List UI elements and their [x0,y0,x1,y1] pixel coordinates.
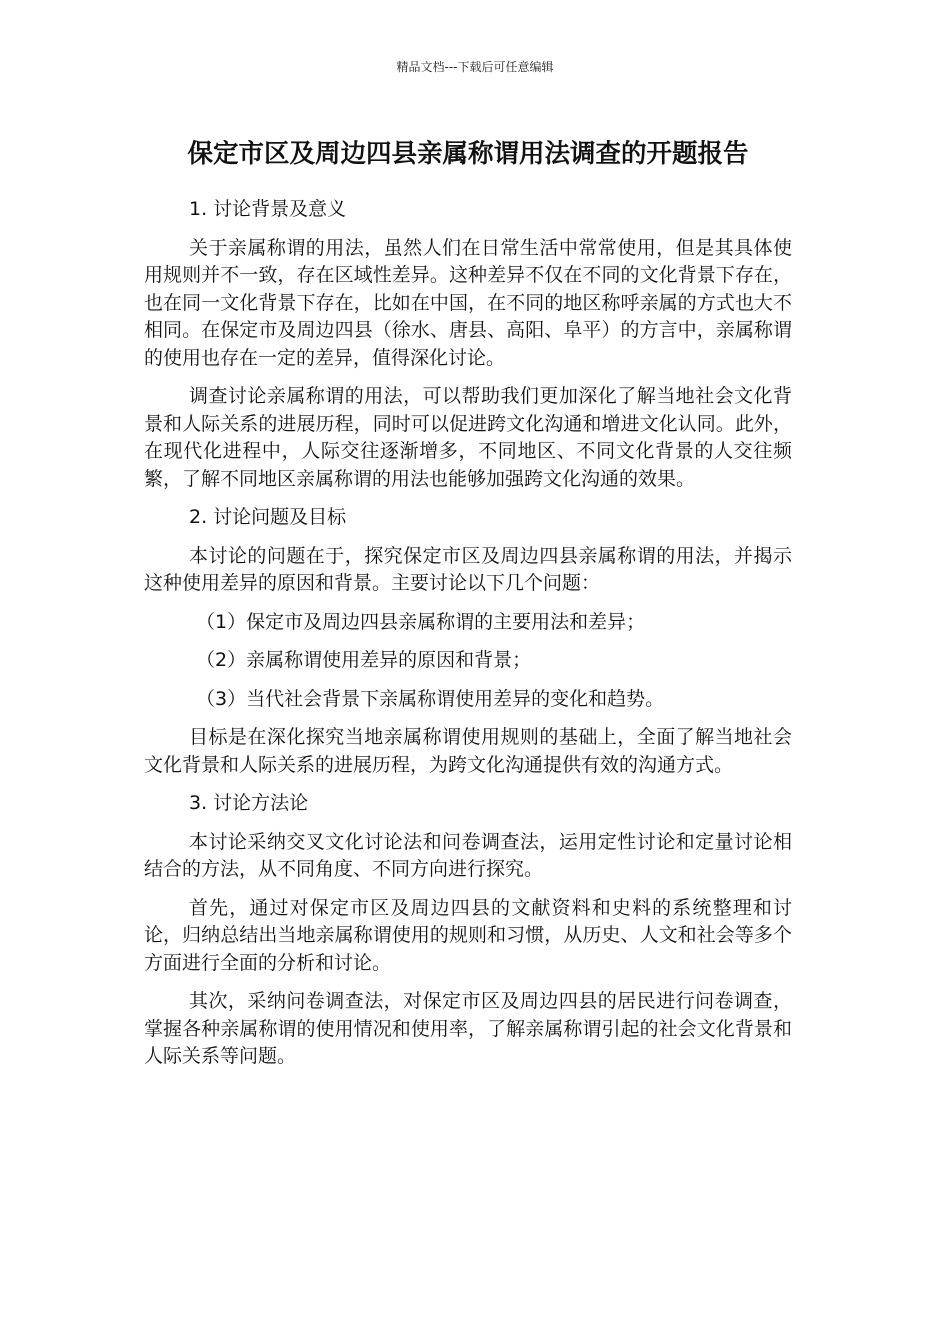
section-heading: 1. 讨论背景及意义 [189,198,347,220]
paragraph: 首先，通过对保定市区及周边四县的文献资料和史料的系统整理和讨论，归纳总结出当地亲属称谓使用的规则和习惯，从历史、人文和社会等多个方面进行全面的分析和讨论。 [144,896,792,974]
page-header: 精品文档---下载后可任意编辑 [396,60,554,74]
section-heading: 2. 讨论问题及目标 [189,506,347,528]
document-body [144,136,792,1071]
paragraph: 关于亲属称谓的用法，虽然人们在日常生活中常常使用，但是其具体使用规则并不一致，存在区域性差异。这种差异不仅在不同的文化背景下存在，也在同一文化背景下存在，比如在中国，在不同的地区称呼亲属的方式也大不相同。在保定市及周边四县（徐水、唐县、高阳、阜平）的方言中，亲属称谓的使用也存在一定的差异，值得深化讨论。 [144,236,792,369]
paragraph: 本讨论采纳交叉文化讨论法和问卷调查法，运用定性讨论和定量讨论相结合的方法，从不同角度、不同方向进行探究。 [144,830,792,880]
section-heading: 3. 讨论方法论 [189,792,309,814]
list-item: （3）当代社会背景下亲属称谓使用差异的变化和趋势。 [196,687,665,710]
paragraph: 其次，采纳问卷调查法，对保定市区及周边四县的居民进行问卷调查，掌握各种亲属称谓的使用情况和使用率，了解亲属称谓引起的社会文化背景和人际关系等问题。 [144,990,792,1067]
paragraph: 本讨论的问题在于，探究保定市区及周边四县亲属称谓的用法，并揭示这种使用差异的原因和背景。主要讨论以下几个问题： [144,544,792,594]
document-title: 保定市区及周边四县亲属称谓用法调查的开题报告 [187,139,749,169]
paragraph: 目标是在深化探究当地亲属称谓使用规则的基础上，全面了解当地社会文化背景和人际关系的进展历程，为跨文化沟通提供有效的沟通方式。 [144,726,792,776]
section-methodology [144,790,792,1071]
list-item: （1）保定市及周边四县亲属称谓的主要用法和差异； [196,610,646,633]
paragraph: 调查讨论亲属称谓的用法，可以帮助我们更加深化了解当地社会文化背景和人际关系的进展历程，同时可以促进跨文化沟通和增进文化认同。此外，在现代化进程中，人际交往逐渐增多，不同地区、不同文化背景的人交往频繁，了解不同地区亲属称谓的用法也能够加强跨文化沟通的效果。 [144,385,792,490]
list-item: （2）亲属称谓使用差异的原因和背景； [196,649,532,671]
section-background [144,196,792,493]
section-questions [144,504,792,779]
